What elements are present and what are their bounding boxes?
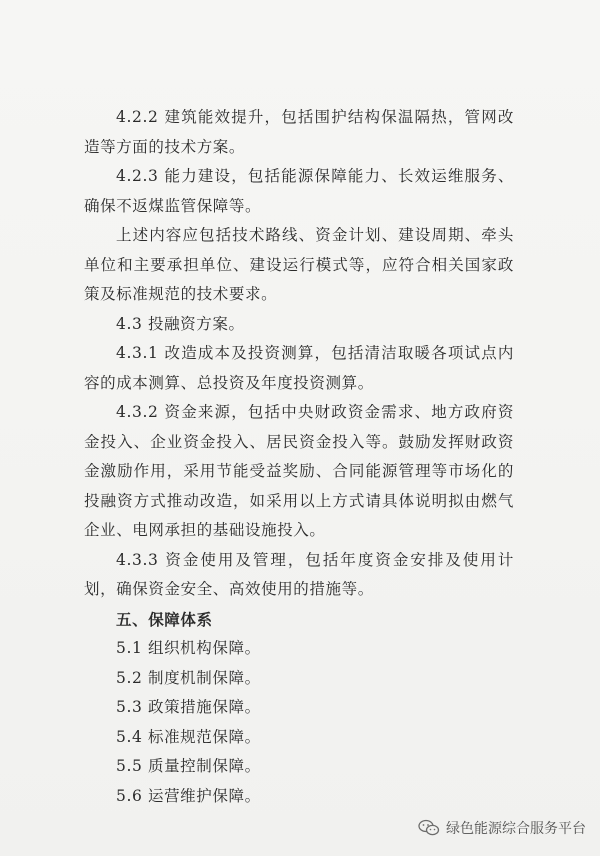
paragraph-4-3: 4.3 投融资方案。 bbox=[116, 314, 245, 333]
paragraph-summary: 上述内容应包括技术路线、资金计划、建设周期、牵头单位和主要承担单位、建设运行模式等，应符合相关国家政策及标准规范的技术要求。 bbox=[84, 226, 514, 303]
paragraph-4-2-2: 4.2.2 建筑能效提升，包括围护结构保温隔热，管网改造等方面的技术方案。 bbox=[84, 108, 514, 156]
section-5-item: 5.6 运营维护保障。 bbox=[116, 786, 261, 805]
paragraph-4-3-2: 4.3.2 资金来源，包括中央财政资金需求、地方政府资金投入、企业资金投入、居民资金投入等。鼓励发挥财政资金激励作用，采用节能受益奖励、合同能源管理等市场化的投融资方式推动改造，如采用以上方式请具体说明拟由燃气企业、电网承担的基础设施投入。 bbox=[84, 403, 514, 539]
paragraph-4-3-1: 4.3.1 改造成本及投资测算，包括清洁取暖各项试点内容的成本测算、总投资及年度投资测算。 bbox=[84, 344, 514, 392]
section-5-item: 5.5 质量控制保障。 bbox=[116, 757, 261, 775]
section-5-item: 5.1 组织机构保障。 bbox=[116, 639, 261, 657]
section-5-item: 5.4 标准规范保障。 bbox=[116, 727, 261, 746]
watermark bbox=[418, 818, 586, 838]
wechat-icon bbox=[418, 819, 440, 837]
document-body bbox=[84, 103, 514, 811]
paragraph-4-3-3: 4.3.3 资金使用及管理，包括年度资金安排及使用计划，确保资金安全、高效使用的措施等。 bbox=[84, 550, 514, 598]
section-5-title: 五、保障体系 bbox=[116, 609, 213, 629]
paragraph-4-2-3: 4.2.3 能力建设，包括能源保障能力、长效运维服务、确保不返煤监管保障等。 bbox=[84, 167, 514, 215]
section-5-item: 5.2 制度机制保障。 bbox=[116, 668, 261, 687]
section-5-item: 5.3 政策措施保障。 bbox=[116, 698, 261, 716]
watermark-label: 绿色能源综合服务平台 bbox=[446, 821, 586, 837]
